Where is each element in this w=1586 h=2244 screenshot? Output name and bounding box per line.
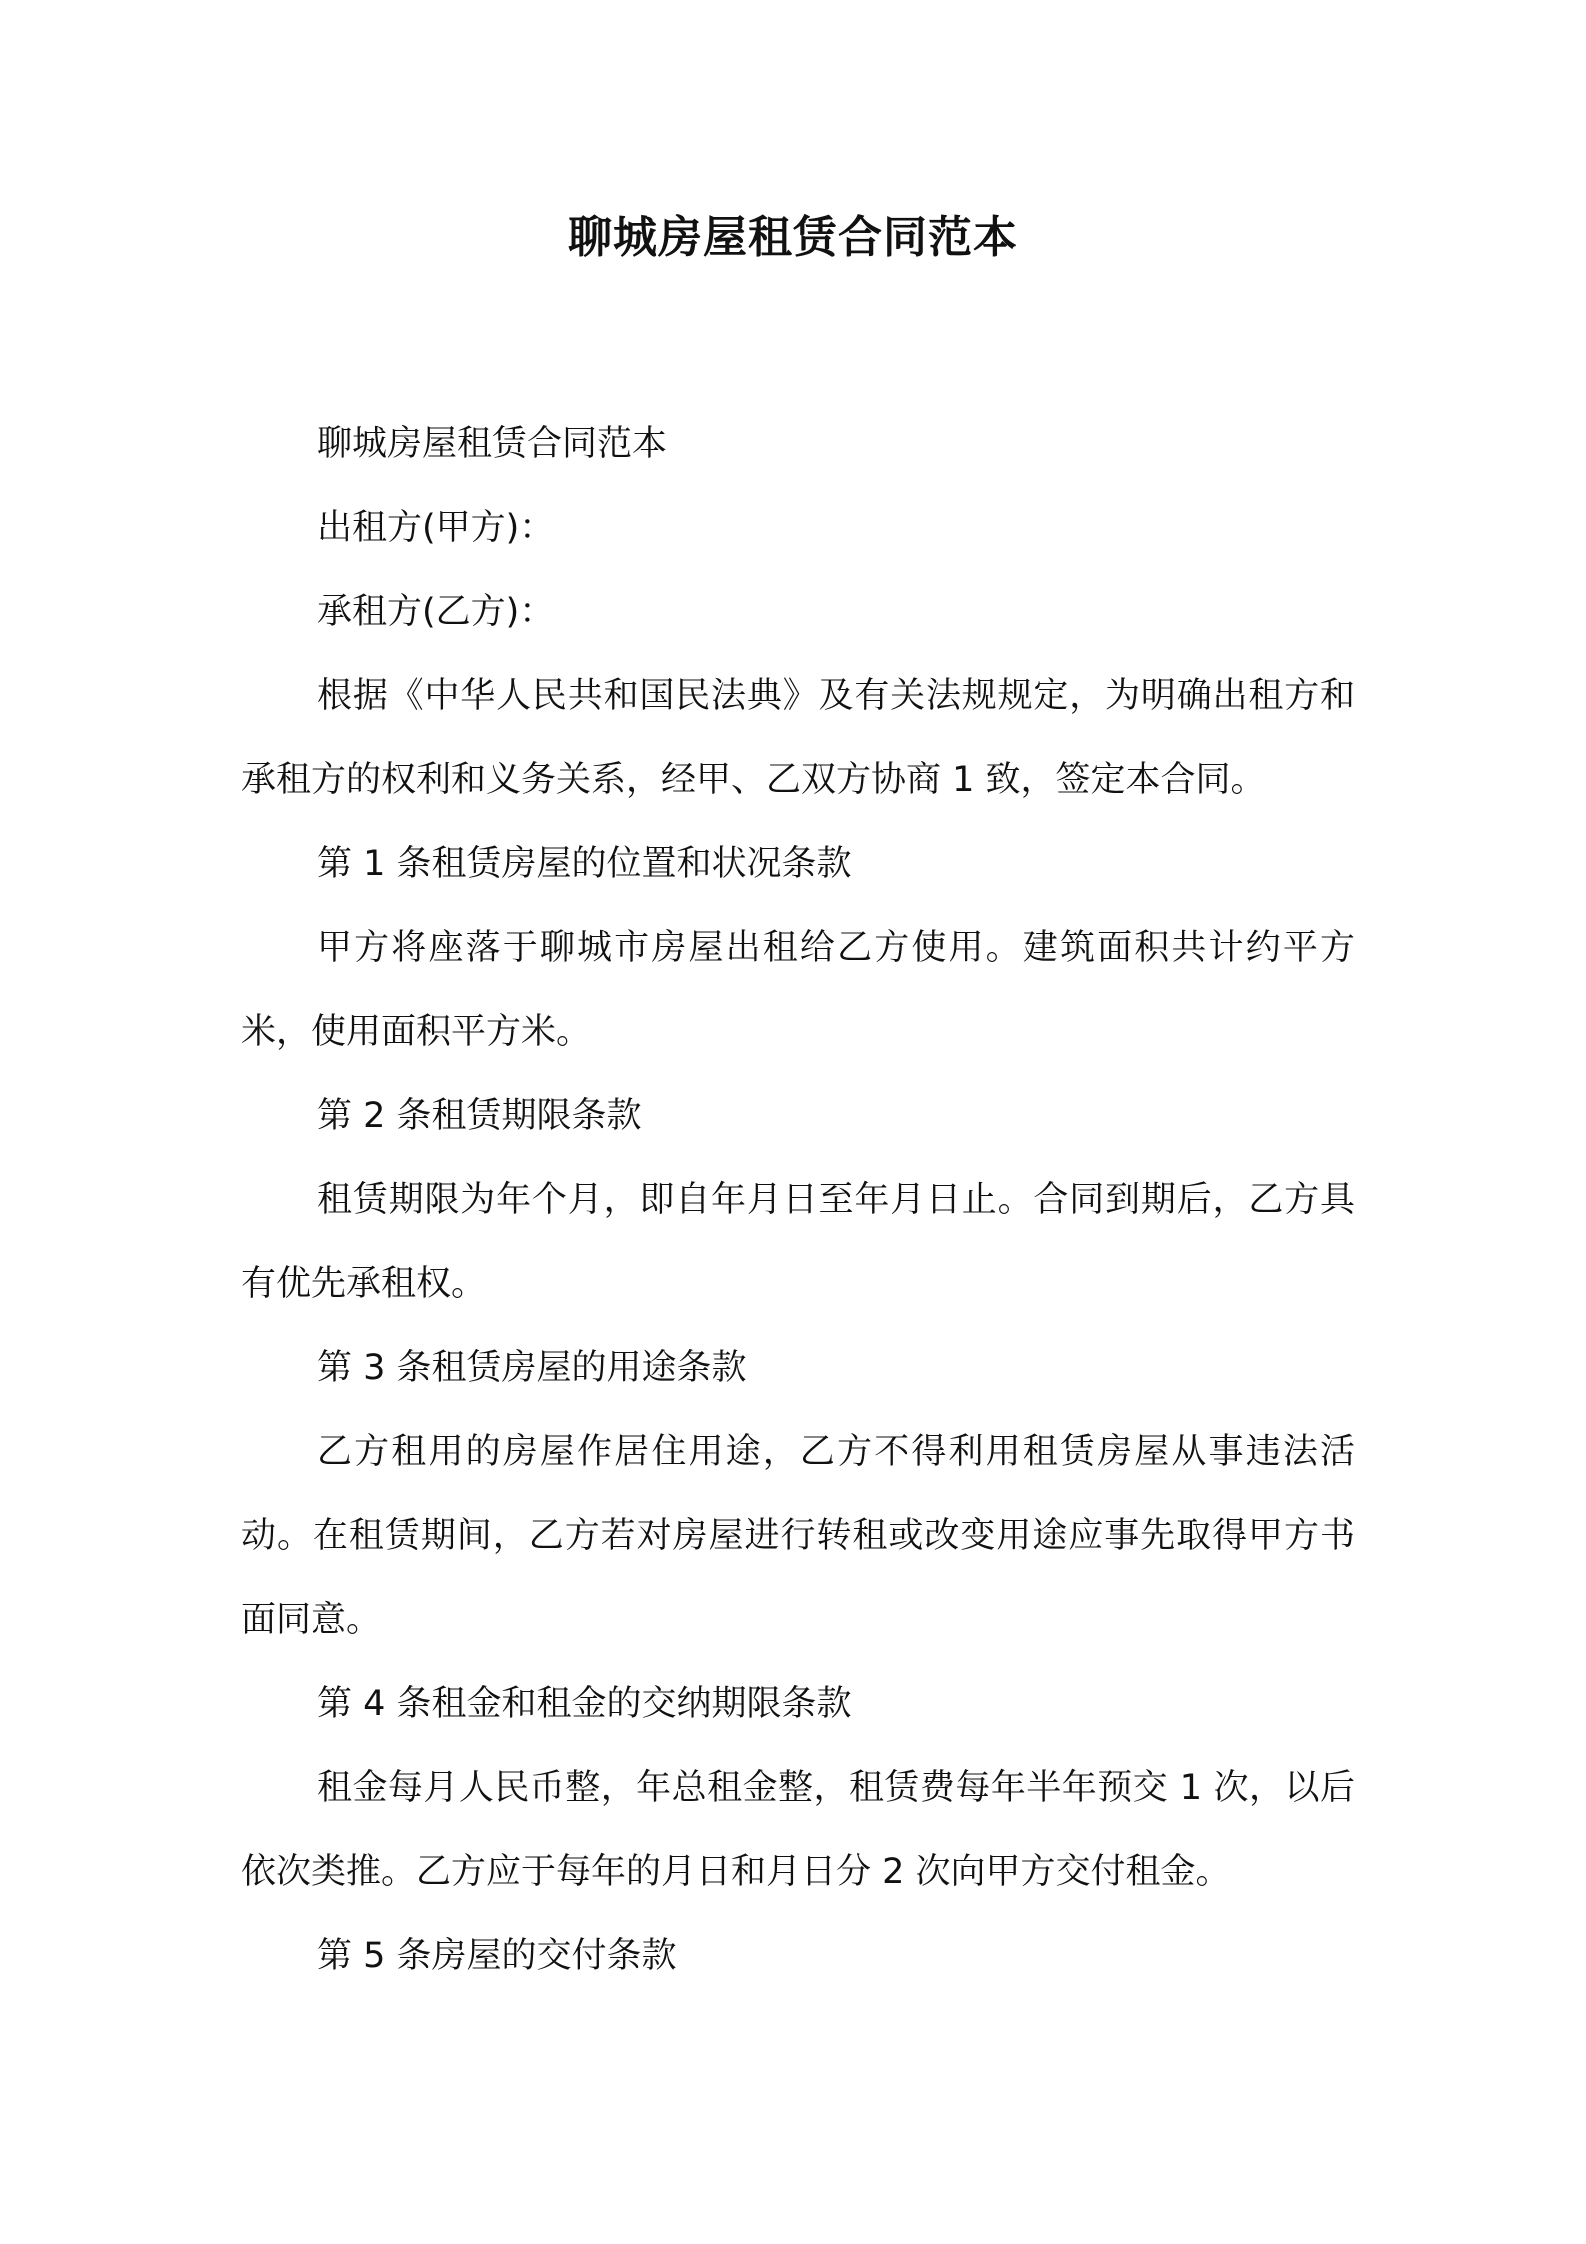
- clause-2-heading: 第 2 条租赁期限条款: [317, 1096, 642, 1136]
- clause-2-text: 租赁期限为年个月，即自年月日至年月日止。合同到期后，乙方具有优先承租权。: [241, 1180, 1355, 1304]
- clause-4-text: 租金每月人民币整，年总租金整，租赁费每年半年预交 1 次，以后依次类推。乙方应于每年的月日和月日分 2 次向甲方交付租金。: [241, 1768, 1355, 1892]
- paragraph-preamble: 根据《中华人民共和国民法典》及有关法规规定，为明确出租方和承租方的权利和义务关系，经甲、乙双方协商 1 致，签定本合同。: [241, 676, 1355, 800]
- paragraph-subtitle: 聊城房屋租赁合同范本: [317, 424, 668, 464]
- clause-3-heading: 第 3 条租赁房屋的用途条款: [317, 1348, 747, 1388]
- clause-3-text: 乙方租用的房屋作居住用途，乙方不得利用租赁房屋从事违法活动。在租赁期间，乙方若对房屋进行转租或改变用途应事先取得甲方书面同意。: [241, 1432, 1355, 1640]
- clause-4-heading: 第 4 条租金和租金的交纳期限条款: [317, 1684, 852, 1724]
- paragraph-lessor: 出租方(甲方)：: [317, 508, 555, 548]
- document-title: 聊城房屋租赁合同范本: [568, 212, 1018, 263]
- document-body: [241, 402, 1355, 1998]
- clause-5-heading: 第 5 条房屋的交付条款: [317, 1936, 677, 1976]
- paragraph-lessee: 承租方(乙方)：: [317, 592, 555, 632]
- clause-1-text: 甲方将座落于聊城市房屋出租给乙方使用。建筑面积共计约平方米，使用面积平方米。: [241, 928, 1355, 1052]
- clause-1-heading: 第 1 条租赁房屋的位置和状况条款: [317, 844, 852, 884]
